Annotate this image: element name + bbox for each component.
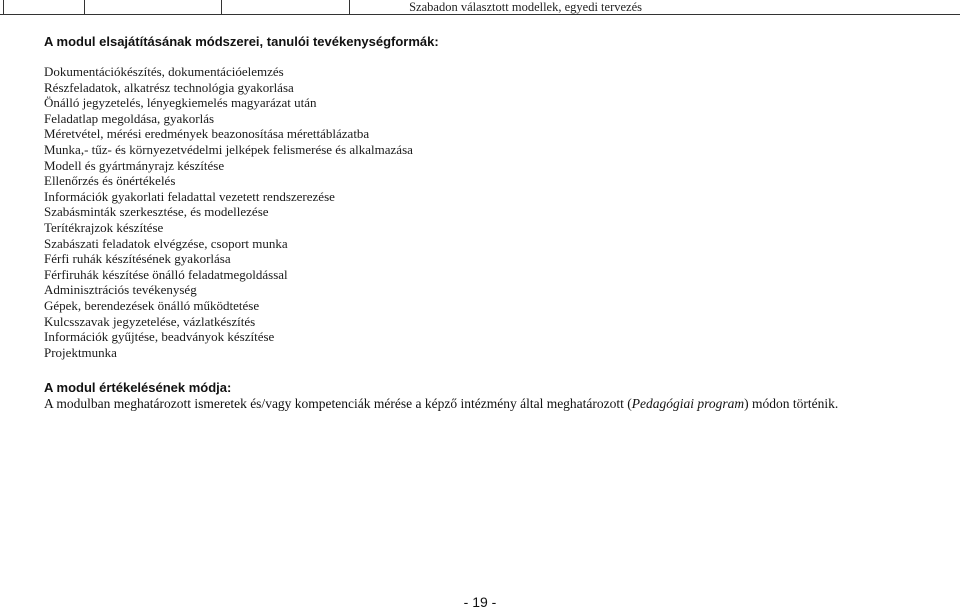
evaluation-text-before: A modulban meghatározott ismeretek és/vagy kompetenciák mérése a képző intézmény által meghatározott ( (44, 396, 632, 411)
list-item: Önálló jegyzetelés, lényegkiemelés magyarázat után (44, 95, 317, 111)
list-item: Gépek, berendezések önálló működtetése (44, 297, 260, 313)
header-cell-2 (85, 0, 222, 14)
list-item: Munka,- tűz- és környezetvédelmi jelképek felismerése és alkalmazása (44, 141, 413, 157)
list-item: Terítékrajzok készítése (44, 219, 164, 235)
header-table (0, 0, 960, 15)
header-cell-3 (222, 0, 350, 14)
list-item: Részfeladatok, alkatrész technológia gyakorlása (44, 79, 294, 95)
list-item: Adminisztrációs tevékenység (44, 282, 197, 298)
list-item: Méretvétel, mérési eredmények beazonosítása mérettáblázatba (44, 126, 370, 142)
activity-list (44, 64, 413, 360)
list-item: Dokumentációkészítés, dokumentációelemzés (44, 64, 284, 79)
page-number: - 19 - (463, 594, 497, 610)
header-title: Szabadon választott modellek, egyedi tervezés (409, 0, 642, 14)
evaluation-heading-text: A modul értékelésének módja: (44, 380, 232, 395)
evaluation-text (44, 396, 838, 412)
header-cell-1 (3, 0, 85, 14)
evaluation-heading (44, 380, 231, 395)
list-item: Információk gyakorlati feladattal vezetett rendszerezése (44, 188, 335, 204)
list-item: Férfiruhák készítése önálló feladatmegoldással (44, 266, 288, 282)
list-item: Projektmunka (44, 344, 117, 360)
evaluation-text-after: ) módon történik. (744, 396, 839, 411)
list-item: Feladatlap megoldása, gyakorlás (44, 110, 215, 126)
list-item: Modell és gyártmányrajz készítése (44, 157, 225, 173)
list-item: Szabászati feladatok elvégzése, csoport munka (44, 235, 288, 251)
methods-heading: A modul elsajátításának módszerei, tanulói tevékenységformák: (44, 34, 439, 49)
evaluation-text-italic: Pedagógiai program (631, 396, 745, 411)
list-item: Kulcsszavak jegyzetelése, vázlatkészítés (44, 313, 256, 329)
list-item: Szabásminták szerkesztése, és modellezése (44, 204, 269, 220)
list-item: Információk gyűjtése, beadványok készítése (44, 329, 275, 345)
list-item: Férfi ruhák készítésének gyakorlása (44, 251, 231, 267)
list-item: Ellenőrzés és önértékelés (44, 173, 176, 189)
